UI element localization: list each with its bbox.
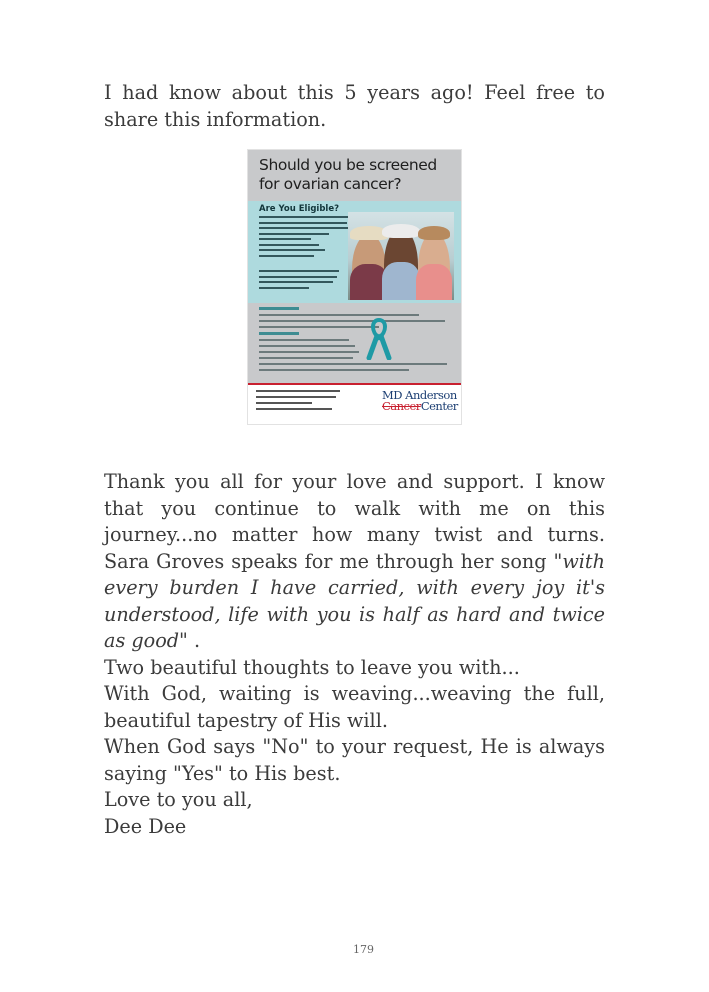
flyer-title: Should you be screened for ovarian cancer? xyxy=(259,156,437,193)
flyer-red-divider xyxy=(248,383,461,385)
page-number: 179 xyxy=(353,943,374,956)
paragraph-weaving: With God, waiting is weaving...weaving the full, beautiful tapestry of His will. xyxy=(104,682,605,732)
flyer-contact-lines xyxy=(256,390,346,414)
thanks-tail: . xyxy=(187,629,201,652)
teal-ribbon-icon xyxy=(366,318,392,360)
flyer-photo-three-women xyxy=(348,212,454,300)
flyer-header xyxy=(248,150,461,201)
paragraph-two-thoughts: Two beautiful thoughts to leave you with... xyxy=(104,655,520,679)
md-anderson-logo xyxy=(382,390,458,412)
paragraph-request: When God says "No" to your request, He is always saying "Yes" to His best. xyxy=(104,735,605,785)
body-text xyxy=(104,469,605,840)
thanks-lead: Thank you all for your love and support. I know that you continue to walk with me on this journey...no matter how many twist and turns. Sara Groves speaks for me through her song xyxy=(104,470,605,573)
intro-paragraph: I had know about this 5 years ago! Feel free to share this information. xyxy=(104,81,605,131)
paragraph-thanks xyxy=(104,469,605,655)
flyer-study-details xyxy=(248,303,461,383)
logo-cancer-text: Cancer xyxy=(382,399,421,413)
paragraph-love: Love to you all, xyxy=(104,788,253,811)
song-quote: "with every burden I have carried, with every joy it's understood, life with you is half as hard and twice as good" xyxy=(104,549,605,652)
flyer-study-text-lines xyxy=(259,307,449,375)
flyer-eligibility-text-lines xyxy=(259,216,354,292)
logo-center-text: Center xyxy=(420,399,458,413)
logo-main-text: MD Anderson xyxy=(382,388,457,402)
flyer-eligible-heading: Are You Eligible? xyxy=(259,204,340,214)
ovarian-screening-flyer xyxy=(248,150,461,424)
signature-name: Dee Dee xyxy=(104,814,187,838)
